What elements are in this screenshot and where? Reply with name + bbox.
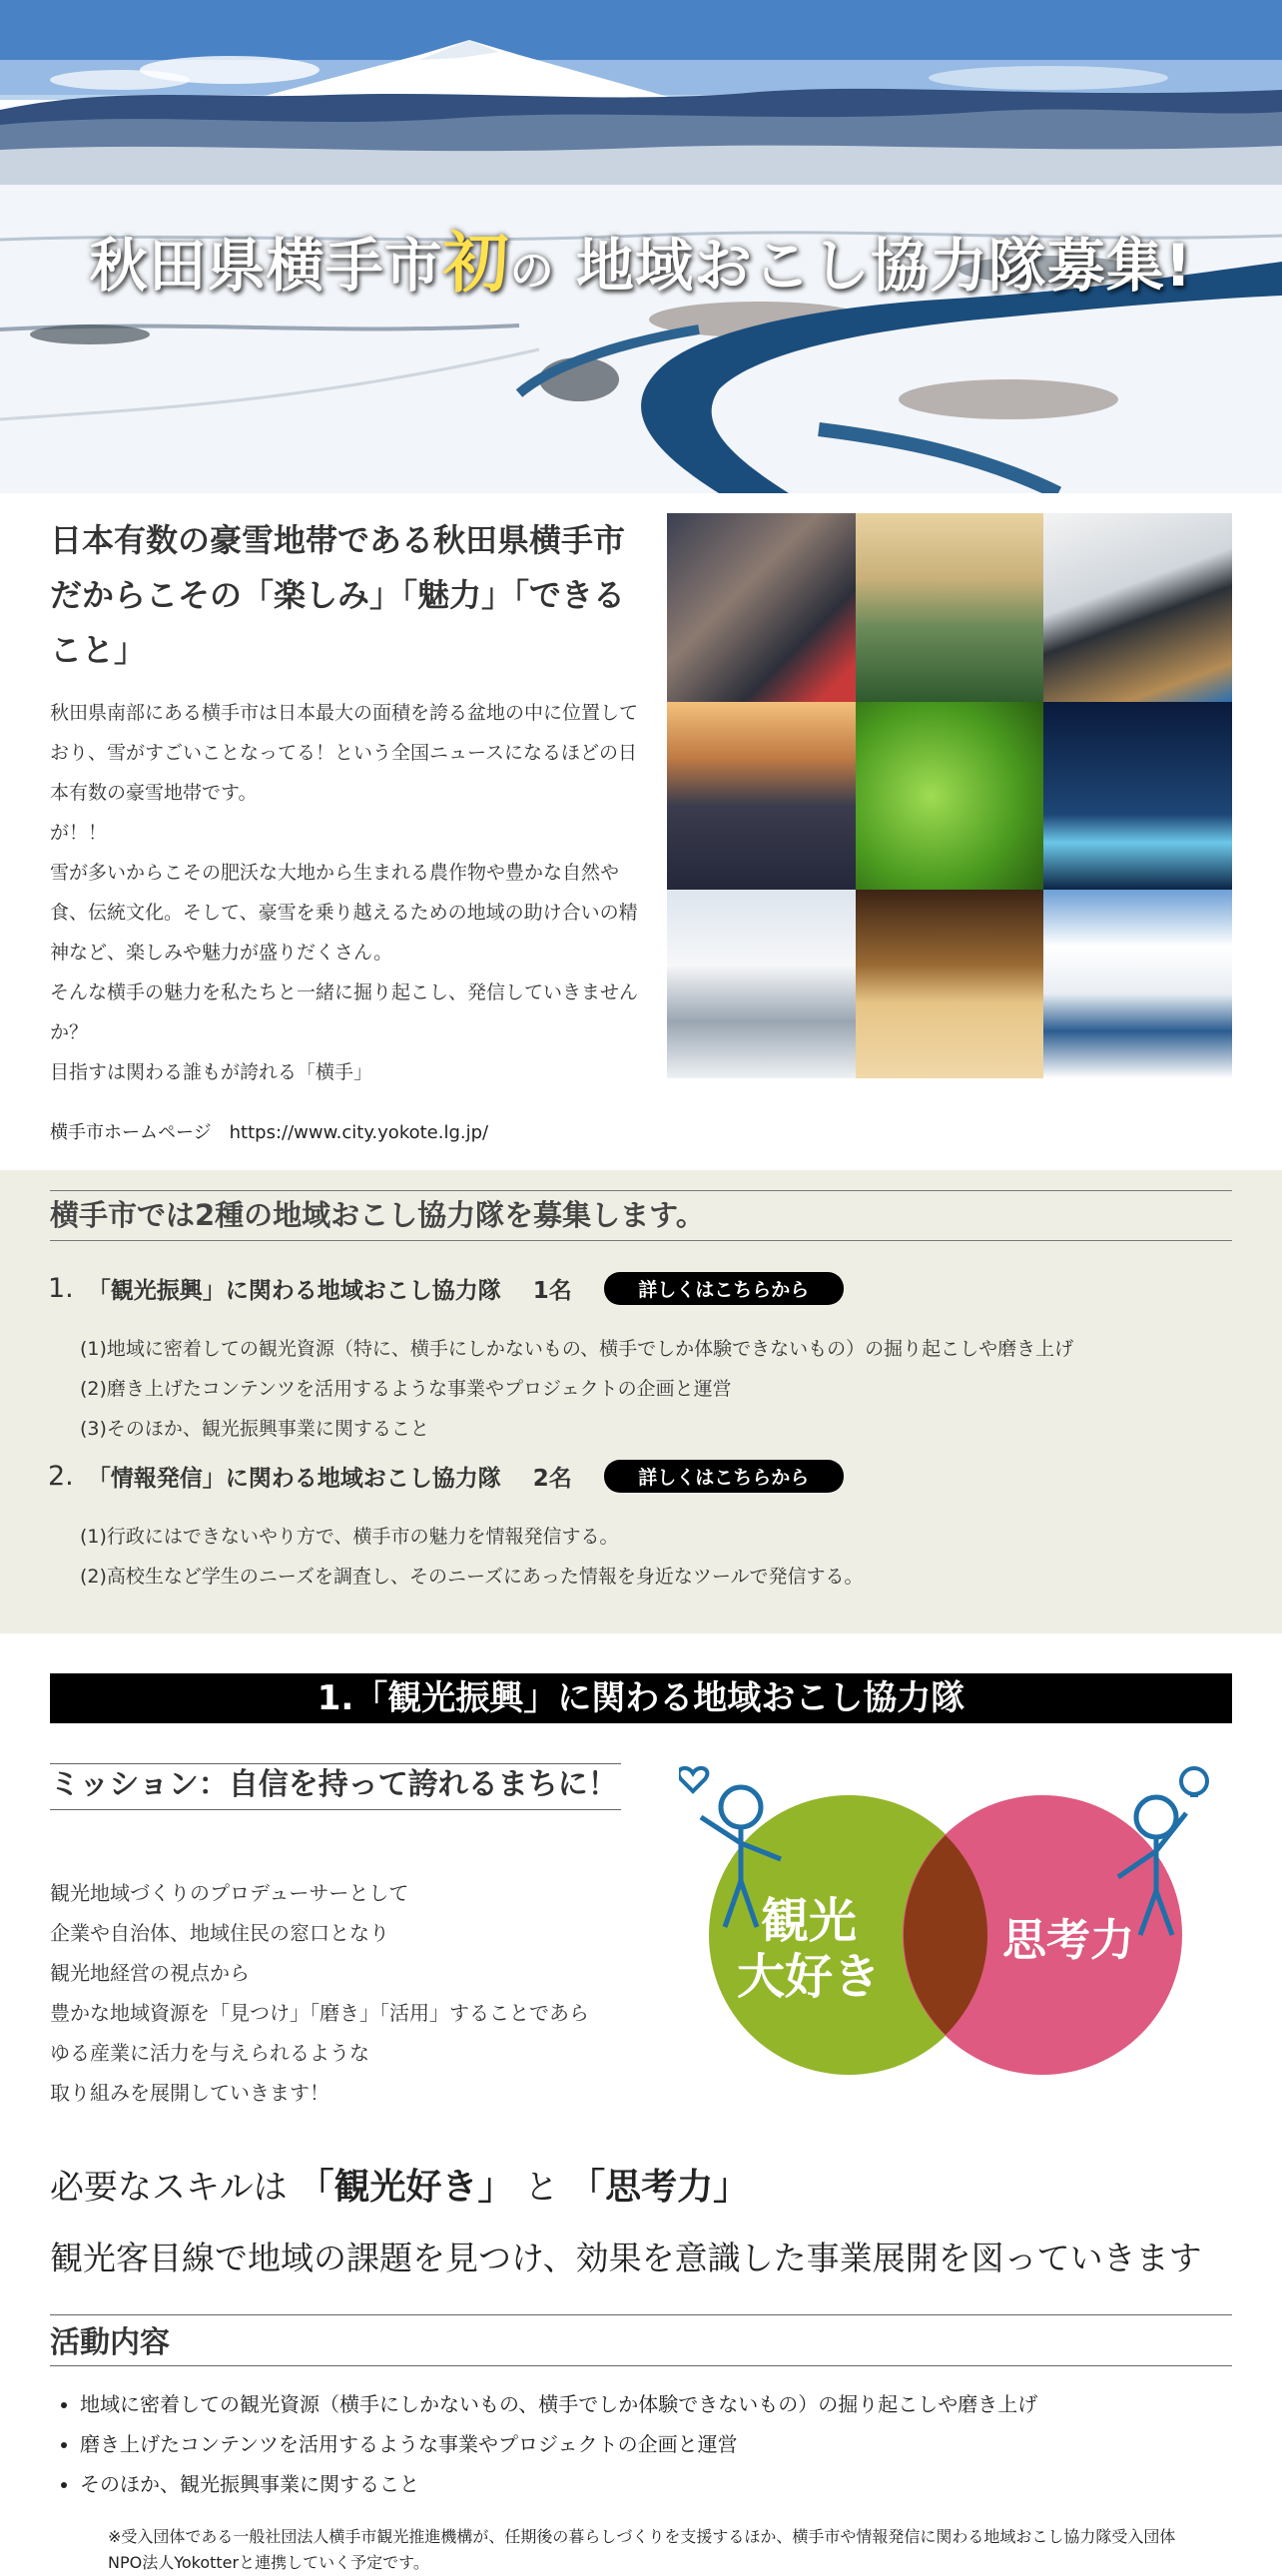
section-bar-title: 1.「観光振興」に関わる地域おこし協力隊 [50, 1673, 1232, 1723]
intro-paragraph: 雪が多いからこその肥沃な大地から生まれる農作物や豊かな自然や食、伝統文化。そして、豪雪を乗り越えるための地域の助け合いの精神など、楽しみや魅力が盛りだくさん。 [50, 862, 638, 964]
intro-body [50, 693, 649, 1092]
activity-note: ※受入団体である一般社団法人横手市観光推進機構が、任期後の暮らしづくりを支援するほか、横手市や情報発信に関わる地域おこし協力隊受入団体NPO法人Yokotterと連携していく予定です。 [108, 2527, 1176, 2572]
kamakura-photo [856, 890, 1044, 1078]
dew-grass-photo [856, 702, 1044, 891]
venn-left-label-line1: 観光 [760, 1893, 858, 1949]
activity-item: • 磨き上げたコンテンツを活用するような事業やプロジェクトの企画と運営 [80, 2424, 1037, 2464]
skill-pre: 必要なスキルは [50, 2168, 288, 2208]
sunrise-forest-photo [856, 513, 1044, 702]
homepage-link[interactable]: https://www.city.yokote.lg.jp/ [229, 1122, 489, 1143]
skill-statement [50, 2159, 749, 2210]
venn-diagram [679, 1751, 1218, 2081]
night-lake-photo [1043, 702, 1232, 891]
homepage-label: 横手市ホームページ [50, 1122, 212, 1143]
details-button[interactable]: 詳しくはこちらから [604, 1460, 844, 1493]
sunset-field-photo [667, 702, 856, 891]
position-item: (2)磨き上げたコンテンツを活用するような事業やプロジェクトの企画と運営 [80, 1378, 732, 1400]
hero-banner [0, 0, 1282, 493]
position-number: 2. [48, 1461, 74, 1492]
mission-line: 豊かな地域資源を「見つけ」「磨き」「活用」することであら [50, 2001, 589, 2025]
homepage-link-row [50, 1118, 488, 1144]
intro-paragraph: 秋田県南部にある横手市は日本最大の面積を誇る盆地の中に位置しており、雪がすごいことなってる！という全国ニュースになるほどの日本有数の豪雪地帯です。 [50, 702, 639, 804]
craftsman-photo [1043, 513, 1232, 702]
activity-item: • 地域に密着しての観光資源（横手にしかないもの、横手でしか体験できないもの）の掘り起こしや磨き上げ [80, 2384, 1037, 2424]
hero-title [0, 210, 1282, 305]
festival-photo [667, 513, 856, 702]
activity-title: 活動内容 [50, 2314, 1232, 2366]
hero-title-end: ! [1164, 232, 1193, 300]
position-1 [48, 1272, 844, 1305]
intro-heading: 日本有数の豪雪地帯である秋田県横手市だからこその「楽しみ」「魅力」「できること」 [50, 521, 626, 669]
mission-line: 観光地経営の視点から [50, 1961, 250, 1985]
skill-mid: と [524, 2168, 559, 2208]
position-number: 1. [48, 1273, 74, 1304]
hero-title-accent: 初 [442, 225, 510, 302]
hero-title-part2: の [509, 246, 555, 297]
mission-line: 企業や自治体、地域住民の窓口となり [50, 1921, 389, 1945]
recruit-section [0, 1170, 1282, 1633]
hero-title-part1: 秋田県横手市 [89, 232, 443, 300]
skill-subtext: 観光客目線で地域の課題を見つけ、効果を意識した事業展開を図っていきます [50, 2239, 1202, 2277]
position-count: 1名 [532, 1278, 572, 1304]
snowy-town-photo [667, 890, 856, 1078]
skill-thinking: 「思考力」 [569, 2167, 750, 2208]
details-button[interactable]: 詳しくはこちらから [604, 1272, 844, 1305]
mission-line: 取り組みを展開していきます！ [50, 2081, 329, 2105]
position-item: (1)行政にはできないやり方で、横手市の魅力を情報発信する。 [80, 1526, 619, 1548]
mission-line: 観光地域づくりのプロデューサーとして [50, 1881, 409, 1905]
snow-river-photo [1043, 890, 1232, 1078]
venn-left-label-line2: 大好き [736, 1949, 882, 2005]
position-count: 2名 [532, 1466, 572, 1492]
activity-list [50, 2384, 1037, 2504]
activity-item: • そのほか、観光振興事業に関すること [80, 2464, 1037, 2504]
mission-title: ミッション：自信を持って誇れるまちに！ [50, 1763, 621, 1810]
recruit-title: 横手市では2種の地域おこし協力隊を募集します。 [50, 1190, 1232, 1241]
intro-paragraph: そんな横手の魅力を私たちと一緒に掘り起こし、発信していきませんか？ [50, 981, 639, 1043]
hero-title-part3: 地域おこし協力隊募集 [575, 232, 1165, 300]
position-item: (3)そのほか、観光振興事業に関すること [80, 1418, 429, 1440]
position-name: 「情報発信」に関わる地域おこし協力隊 [87, 1466, 501, 1492]
position-item: (1)地域に密着しての観光資源（特に、横手にしかないもの、横手でしか体験できないもの）の掘り起こしや磨き上げ [80, 1338, 1074, 1360]
mission-line: ゆる産業に活力を与えられるような [50, 2041, 369, 2065]
position-name: 「観光振興」に関わる地域おこし協力隊 [87, 1278, 501, 1304]
mission-body [50, 1873, 639, 2113]
venn-right-label: 思考力 [1002, 1915, 1134, 1966]
position-2 [48, 1460, 844, 1493]
photo-grid [667, 513, 1232, 1078]
intro-paragraph: が！！ [50, 822, 108, 844]
intro-paragraph: 目指すは関わる誰もが誇れる「横手」 [50, 1061, 373, 1083]
position-item: (2)高校生など学生のニーズを調査し、そのニーズにあった情報を身近なツールで発信する。 [80, 1566, 864, 1588]
skill-tourism: 「観光好き」 [298, 2167, 514, 2208]
